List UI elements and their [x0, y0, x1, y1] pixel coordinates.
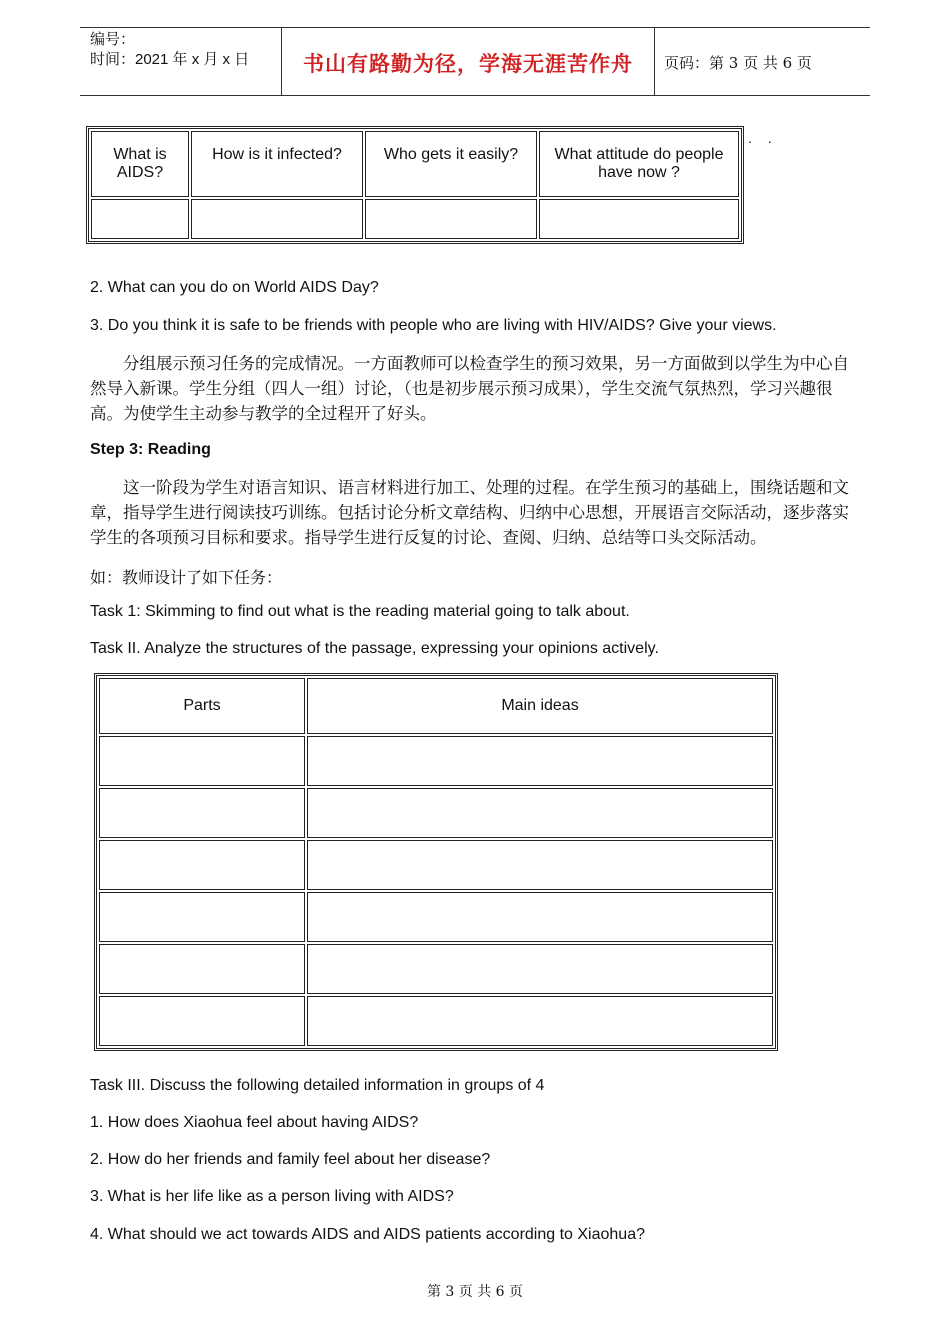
table-cell[interactable] [91, 199, 189, 239]
table-row [99, 736, 773, 786]
example-intro: 如：教师设计了如下任务： [90, 570, 283, 587]
table-cell[interactable] [99, 944, 305, 994]
question-line: 1. How does Xiaohua feel about having AIDS? [90, 1114, 419, 1131]
table-cell[interactable] [99, 892, 305, 942]
table-cell[interactable] [99, 788, 305, 838]
table-cell[interactable] [307, 736, 773, 786]
table-cell[interactable] [191, 199, 363, 239]
table-row [99, 996, 773, 1046]
table-cell[interactable] [307, 996, 773, 1046]
header-meta [90, 30, 249, 70]
table-row [99, 892, 773, 942]
aids-questions-table [86, 126, 744, 244]
header-motto: 书山有路勤为径，学海无涯苦作舟 [303, 51, 633, 76]
header-top-rule [80, 27, 870, 28]
header-divider-2 [654, 27, 655, 95]
table-cell[interactable] [99, 840, 305, 890]
table-cell[interactable] [99, 736, 305, 786]
table-cell[interactable] [307, 944, 773, 994]
table-cell[interactable] [99, 996, 305, 1046]
table-row [99, 788, 773, 838]
table-row [99, 840, 773, 890]
table-header-cell: What attitude do people have now ? [539, 131, 739, 197]
table-row [91, 199, 739, 239]
table-row [99, 944, 773, 994]
main-ideas-header: Main ideas [307, 678, 773, 734]
header-page-info: 页码：第 3 页 共 6 页 [664, 54, 812, 72]
paragraph-reading: 这一阶段为学生对语言知识、语言材料进行加工、处理的过程。在学生预习的基础上，围绕话题和文章，指导学生进行阅读技巧训练。包括讨论分析文章结构、归纳中心思想，开展语言交际活动，逐步落实学生的各项预习目标和要求。指导学生进行反复的讨论、查阅、归纳、总结等口头交际活动。 [90, 478, 849, 547]
question-line: 2. What can you do on World AIDS Day? [90, 279, 379, 296]
doc-number-label: 编号： [90, 31, 136, 48]
table-header-cell: What is AIDS? [91, 131, 189, 197]
table-cell[interactable] [365, 199, 537, 239]
trailing-dots: . . [748, 130, 778, 146]
table-header-row [91, 131, 739, 197]
structure-table [94, 673, 778, 1051]
table-cell[interactable] [539, 199, 739, 239]
question-line: 2. How do her friends and family feel about her disease? [90, 1151, 491, 1168]
doc-time-label: 时间：2021 年 x 月 x 日 [90, 51, 250, 68]
question-line: 4. What should we act towards AIDS and AIDS patients according to Xiaohua? [90, 1226, 645, 1243]
task-1: Task 1: Skimming to find out what is the reading material going to talk about. [90, 603, 630, 620]
header-bottom-rule [80, 95, 870, 96]
table-header-cell: How is it infected? [191, 131, 363, 197]
table-cell[interactable] [307, 788, 773, 838]
task-2: Task II. Analyze the structures of the passage, expressing your opinions actively. [90, 640, 659, 657]
page-footer: 第 3 页 共 6 页 [426, 1284, 524, 1300]
table-cell[interactable] [307, 892, 773, 942]
table-header-cell: Who gets it easily? [365, 131, 537, 197]
paragraph-intro: 分组展示预习任务的完成情况。一方面教师可以检查学生的预习效果，另一方面做到以学生为中心自然导入新课。学生分组（四人一组）讨论，（也是初步展示预习成果），学生交流气氛热烈，学习兴趣很高。为使学生主动参与教学的全过程开了好头。 [90, 354, 849, 423]
question-line: 3. What is her life like as a person living with AIDS? [90, 1188, 454, 1205]
task-3: Task III. Discuss the following detailed information in groups of 4 [90, 1077, 545, 1094]
table-header-row [99, 678, 773, 734]
table-cell[interactable] [307, 840, 773, 890]
parts-header: Parts [99, 678, 305, 734]
question-line: 3. Do you think it is safe to be friends with people who are living with HIV/AIDS? Give your views. [90, 317, 777, 334]
step-heading: Step 3: Reading [90, 441, 211, 458]
